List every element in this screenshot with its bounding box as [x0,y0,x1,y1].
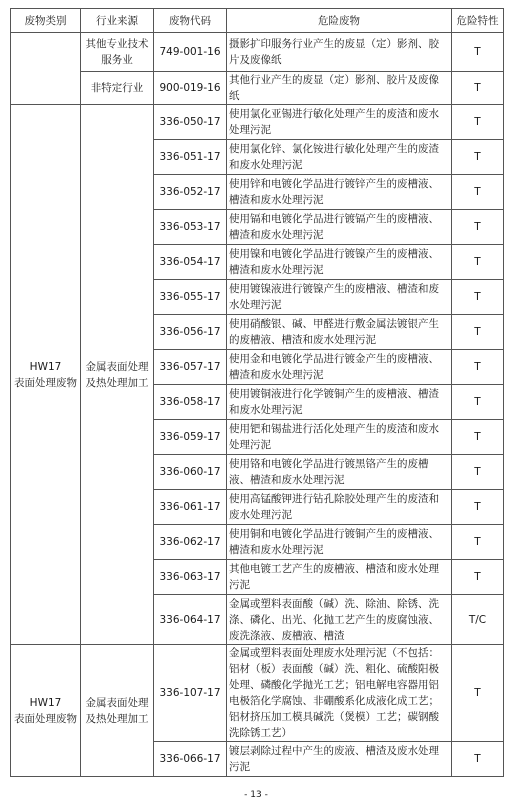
hazardous-waste-cell: 使用硝酸银、碱、甲醛进行敷金属法镀银产生的废槽液、槽渣和废水处理污泥 [227,315,452,350]
hazard-property-cell: T [452,742,504,777]
waste-code-cell: 336-057-17 [154,350,227,385]
hazardous-waste-cell: 使用氯化锌、氯化铵进行敏化处理产生的废渣和废水处理污泥 [227,140,452,175]
hazardous-waste-cell: 使用高锰酸钾进行钻孔除胶处理产生的废渣和废水处理污泥 [227,490,452,525]
hazard-property-cell: T [452,175,504,210]
waste-code-cell: 336-107-17 [154,645,227,742]
waste-code-cell: 336-064-17 [154,595,227,645]
waste-code-cell: 336-051-17 [154,140,227,175]
hazardous-waste-cell: 使用金和电镀化学品进行镀金产生的废槽液、槽渣和废水处理污泥 [227,350,452,385]
hazardous-waste-cell: 金属或塑料表面酸（碱）洗、除油、除锈、洗涤、磷化、出光、化抛工艺产生的废腐蚀液、废洗涤液、废槽液、槽渣 [227,595,452,645]
hazardous-waste-cell: 其他电镀工艺产生的废槽液、槽渣和废水处理污泥 [227,560,452,595]
waste-code-cell: 336-059-17 [154,420,227,455]
hazard-property-cell: T [452,560,504,595]
industry-source-cell: 其他专业技术服务业 [81,33,154,72]
header-industry-source: 行业来源 [81,9,154,33]
waste-code-cell: 336-062-17 [154,525,227,560]
hazard-property-cell: T [452,350,504,385]
hazardous-waste-cell: 使用镍和电镀化学品进行镀镍产生的废槽液、槽渣和废水处理污泥 [227,245,452,280]
hazard-property-cell: T [452,105,504,140]
hazard-property-cell: T [452,315,504,350]
hazardous-waste-cell: 金属或塑料表面处理废水处理污泥（不包括：铝材（板）表面酸（碱）洗、粗化、硫酸阳极处理、磷酸化学抛光工艺；铝电解电容器用铝电极箔化学腐蚀、非硼酸系化成液化成工艺；铝材挤压加工模具碱洗（煲模）工艺；碳钢酸洗除锈工艺） [227,645,452,742]
waste-code-cell: 336-053-17 [154,210,227,245]
waste-category-cell: HW17 表面处理废物 [11,105,81,645]
waste-code-cell: 336-056-17 [154,315,227,350]
hazard-property-cell: T [452,72,504,105]
hazardous-waste-cell: 使用镀镍液进行镀镍产生的废槽液、槽渣和废水处理污泥 [227,280,452,315]
hazardous-waste-cell: 使用镉和电镀化学品进行镀镉产生的废槽液、槽渣和废水处理污泥 [227,210,452,245]
hazardous-waste-table [10,8,504,777]
waste-code-cell: 336-060-17 [154,455,227,490]
hazard-property-cell: T [452,525,504,560]
waste-code-cell: 900-019-16 [154,72,227,105]
table-row [11,33,504,72]
hazardous-waste-cell: 摄影扩印服务行业产生的废显（定）影剂、胶片及废像纸 [227,33,452,72]
hazardous-waste-cell: 使用铜和电镀化学品进行镀铜产生的废槽液、槽渣和废水处理污泥 [227,525,452,560]
hazard-property-cell: T [452,385,504,420]
hazard-property-cell: T [452,210,504,245]
hazard-property-cell: T [452,645,504,742]
hazardous-waste-cell: 其他行业产生的废显（定）影剂、胶片及废像纸 [227,72,452,105]
header-category: 废物类别 [11,9,81,33]
hazardous-waste-cell: 使用锌和电镀化学品进行镀锌产生的废槽液、槽渣和废水处理污泥 [227,175,452,210]
header-waste-code: 废物代码 [154,9,227,33]
industry-source-cell: 金属表面处理及热处理加工 [81,105,154,645]
hazardous-waste-cell: 使用镀铜液进行化学镀铜产生的废槽液、槽渣和废水处理污泥 [227,385,452,420]
waste-code-cell: 336-066-17 [154,742,227,777]
hazardous-waste-cell: 使用钯和锡盐进行活化处理产生的废渣和废水处理污泥 [227,420,452,455]
waste-code-cell: 336-063-17 [154,560,227,595]
table-row [11,72,504,105]
waste-code-cell: 336-055-17 [154,280,227,315]
waste-code-cell: 336-058-17 [154,385,227,420]
industry-source-cell: 非特定行业 [81,72,154,105]
hazard-property-cell: T [452,490,504,525]
hazardous-waste-cell: 使用氯化亚锡进行敏化处理产生的废渣和废水处理污泥 [227,105,452,140]
table-row [11,645,504,742]
hazard-property-cell: T [452,245,504,280]
table-body [11,33,504,777]
hazardous-waste-cell: 使用铬和电镀化学品进行镀黑铬产生的废槽液、槽渣和废水处理污泥 [227,455,452,490]
hazard-property-cell: T [452,33,504,72]
header-hazardous-waste: 危险废物 [227,9,452,33]
waste-category-cell: HW17 表面处理废物 [11,645,81,777]
waste-code-cell: 336-050-17 [154,105,227,140]
hazard-property-cell: T [452,455,504,490]
category-cell-empty [11,33,81,105]
waste-code-cell: 336-061-17 [154,490,227,525]
table-row [11,105,504,140]
hazardous-waste-cell: 镀层剥除过程中产生的废液、槽渣及废水处理污泥 [227,742,452,777]
hazard-property-cell: T [452,140,504,175]
hazard-property-cell: T/C [452,595,504,645]
hazard-property-cell: T [452,420,504,455]
hazard-property-cell: T [452,280,504,315]
industry-source-cell: 金属表面处理及热处理加工 [81,645,154,777]
table-header-row [11,9,504,33]
page-number: - 13 - [244,790,268,800]
waste-code-cell: 336-052-17 [154,175,227,210]
header-hazard-property: 危险特性 [452,9,504,33]
waste-code-cell: 749-001-16 [154,33,227,72]
waste-code-cell: 336-054-17 [154,245,227,280]
